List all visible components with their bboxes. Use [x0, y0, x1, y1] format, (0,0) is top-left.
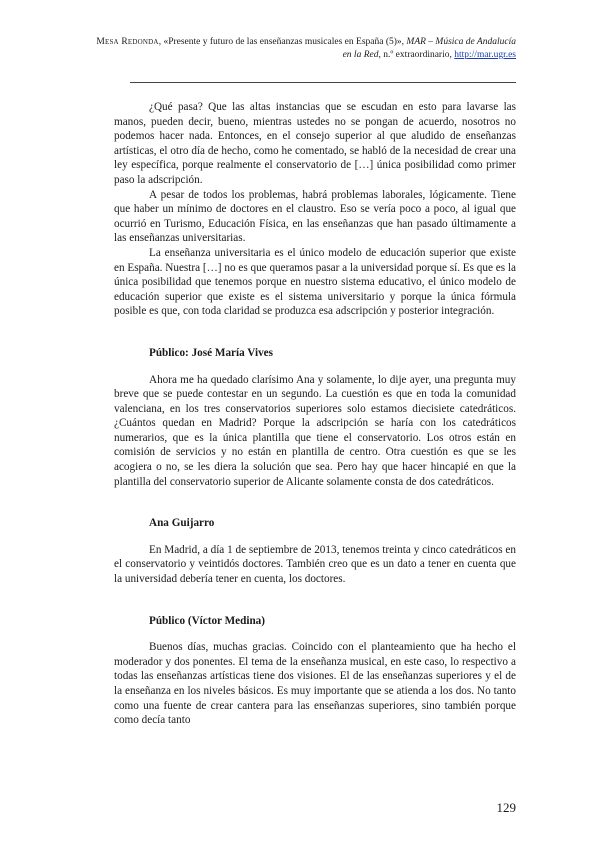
header-issue: , n.º extraordinario,	[378, 50, 455, 60]
speaker-heading: Público: José María Vives	[149, 346, 273, 359]
header-rule	[130, 82, 516, 83]
page-body	[114, 100, 516, 728]
header-title: , «Presente y futuro de las enseñanzas musicales en España (5)»	[158, 37, 402, 47]
paragraph: A pesar de todos los problemas, habrá problemas laborales, lógicamente. Tiene que haber un mínimo de doctores en el claustro. Eso se vería poco a poco, al igual que ocurrió en Turismo, Educación Física, en las enseñanzas que han pasado últimamente a las enseñanzas universitarias.	[114, 188, 516, 245]
speaker-heading: Público (Víctor Medina)	[149, 614, 266, 627]
paragraph: ¿Qué pasa? Que las altas instancias que se escudan en esto para lavarse las manos, pueden decir, bueno, mientras ustedes no se pongan de acuerdo, nosotros no podemos hacer nada. Entonces, en el consejo superior al que aludido de enseñanzas artísticas, el otro día de hecho, como he comentado, se habló de la necesidad de crear una ley específica, porque realmente el conservatorio de […] única posibilidad como primer paso la adscripción.	[114, 101, 516, 186]
header-author: Mesa Redonda	[96, 37, 159, 47]
header-link[interactable]: http://mar.ugr.es	[454, 50, 516, 60]
speaker-heading: Ana Guijarro	[149, 517, 215, 530]
running-header: Mesa Redonda, «Presente y futuro de las enseñanzas musicales en España (5)», MAR – Música de Andalucía en la Red, n.º extraordinario, http://mar.ugr.es	[96, 37, 516, 60]
paragraph: En Madrid, a día 1 de septiembre de 2013, tenemos treinta y cinco catedráticos en el conservatorio y veintidós doctores. También creo que es un dato a tener en cuenta que la universidad debería tener en cuenta, los doctores.	[114, 543, 516, 586]
paragraph: Buenos días, muchas gracias. Coincido con el planteamiento que ha hecho el moderador y dos ponentes. El tema de la enseñanza musical, en este caso, lo respectivo a todas las enseñanzas artísticas tiene dos visiones. El de las enseñanzas superiores y el de la enseñanza en los niveles básicos. Es muy importante que se atienda a los dos. No tanto como una fuente de crear cantera para las enseñanzas superiores, sino también porque como decía tanto	[114, 641, 516, 727]
header-journal: MAR – Música de Andalucía en la Red	[342, 37, 516, 60]
paragraph: Ahora me ha quedado clarísimo Ana y solamente, lo dije ayer, una pregunta muy breve que se puede contestar en un segundo. La cuestión es que en toda la comunidad valenciana, en los tres conservatorios superiores solo estamos diecisiete catedráticos. ¿Cuántos quedan en Madrid? Porque la adscripción se haría con los catedráticos numerarios, que es la única plantilla que tiene el conservatorio. Los otros están en comisión de servicios y no están en plantilla de centro. Otra cuestión es que se les acogiera o no, se les diera la solución que sea. Pero hay que hacer hincapié en que la plantilla del conservatorio superior de Alicante solamente consta de dos catedráticos.	[114, 373, 516, 488]
paragraph: La enseñanza universitaria es el único modelo de educación superior que existe en España. Nuestra […] no es que queramos pasar a la universidad porque sí. Es que es la única posibilidad que tenemos porque en nuestro sistema educativo, el único modelo de educación superior que existe es el sistema universitario y porque la única fórmula posible es que, con toda claridad se produzca esa adscripción y posterior integración.	[114, 246, 516, 318]
page-number: 129	[496, 800, 516, 815]
